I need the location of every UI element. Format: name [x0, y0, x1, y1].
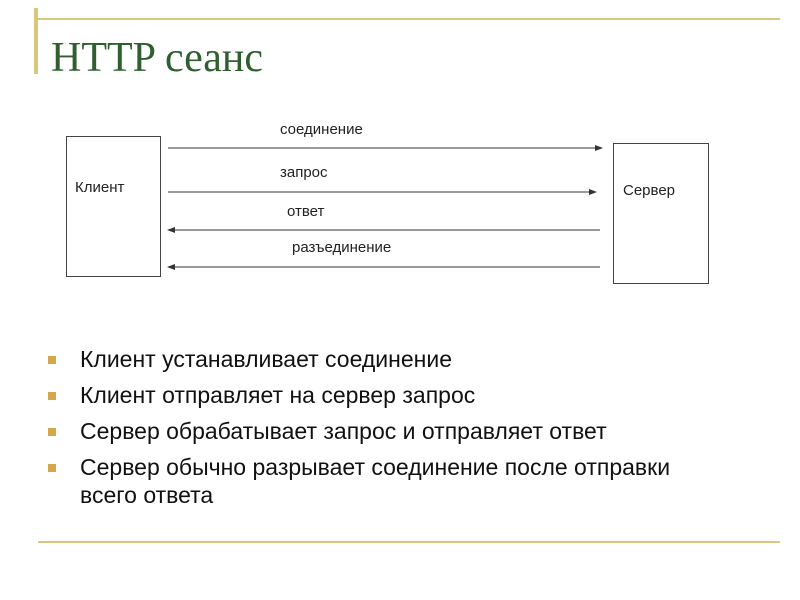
bottom-rule	[38, 541, 780, 543]
bullet-square-icon	[48, 356, 56, 364]
client-label: Клиент	[75, 179, 125, 196]
bullet-item	[48, 381, 768, 409]
bullet-text: Сервер обрабатывает запрос и отправляет ответ	[80, 418, 607, 444]
bullet-item	[48, 417, 768, 445]
bullet-item	[48, 453, 730, 509]
slide-title: HTTP сеанс	[51, 35, 264, 81]
message-label-connect: соединение	[280, 121, 363, 138]
message-label-response: ответ	[287, 203, 325, 220]
bullet-text: Клиент отправляет на сервер запрос	[80, 382, 476, 408]
message-label-disconnect: разъединение	[292, 239, 392, 256]
bullet-list	[48, 345, 768, 517]
bullet-square-icon	[48, 428, 56, 436]
bullet-text: Клиент устанавливает соединение	[80, 346, 452, 372]
message-label-request: запрос	[280, 164, 328, 181]
bullet-square-icon	[48, 392, 56, 400]
bullet-text: Сервер обычно разрывает соединение после отправки всего ответа	[80, 454, 671, 508]
bullet-item	[48, 345, 768, 373]
server-label: Сервер	[623, 182, 676, 199]
bullet-square-icon	[48, 464, 56, 472]
